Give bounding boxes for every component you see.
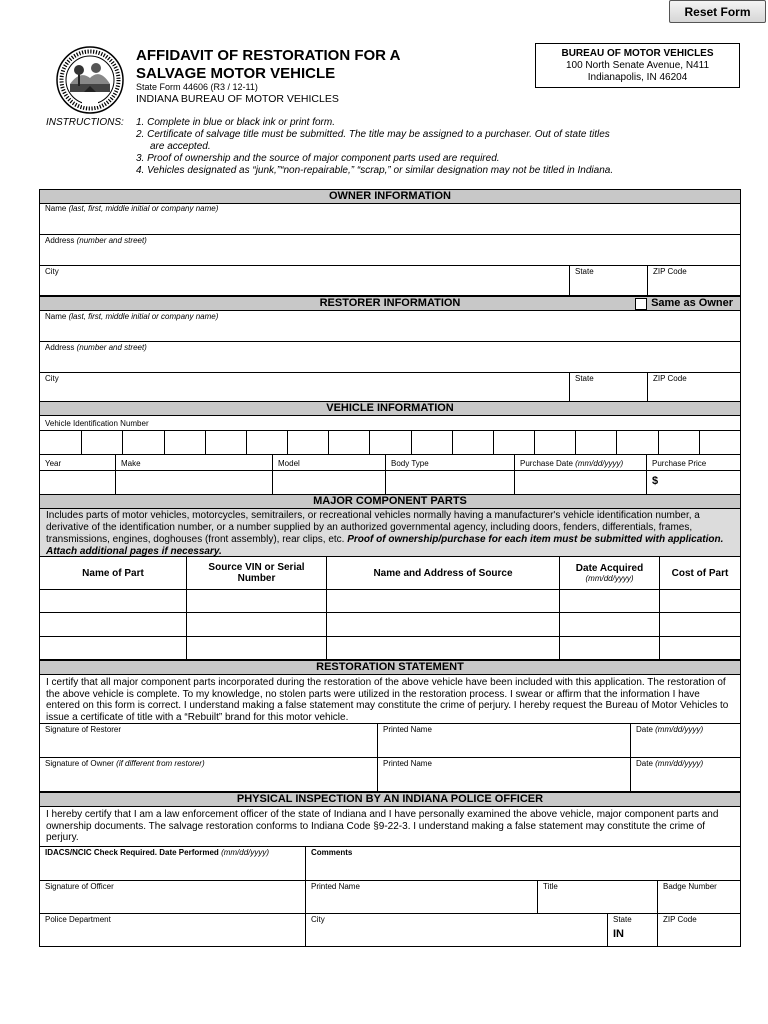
officer-state-label: State <box>613 915 632 924</box>
vin-character-box[interactable] <box>575 431 616 454</box>
physical-inspection-heading: PHYSICAL INSPECTION BY AN INDIANA POLICE OFFICER <box>40 792 740 807</box>
inspection-statement-text: I hereby certify that I am a law enforcement officer of the state of Indiana and I have personally examined the above vehicle, major component parts and ownership documents. The salvage restoration conforms to Indiana Code §9-22-3. I understand making a false statement may constitute the crime of perjury. <box>40 807 740 847</box>
part-name-field[interactable] <box>40 590 186 612</box>
parts-description <box>40 509 740 557</box>
restorer-address-label: Address <box>45 343 75 352</box>
owner-printed-name-field[interactable] <box>377 758 630 791</box>
affidavit-form <box>39 189 741 947</box>
police-department-label: Police Department <box>45 915 111 924</box>
restoration-statement-heading: RESTORATION STATEMENT <box>40 660 740 675</box>
same-as-owner-checkbox[interactable] <box>635 298 647 310</box>
part-name-field[interactable] <box>40 613 186 636</box>
bureau-address-box <box>535 43 740 88</box>
idacs-hint: (mm/dd/yyyy) <box>221 848 270 857</box>
purchase-date-label: Purchase Date <box>520 459 573 468</box>
restorer-name-field[interactable] <box>40 311 740 342</box>
restorer-date-hint: (mm/dd/yyyy) <box>655 725 704 734</box>
vin-character-box[interactable] <box>534 431 575 454</box>
bureau-name: BUREAU OF MOTOR VEHICLES <box>561 48 714 59</box>
badge-number-label: Badge Number <box>663 882 717 891</box>
badge-number-field[interactable] <box>657 881 740 913</box>
vin-character-box[interactable] <box>328 431 369 454</box>
part-source-vin-field[interactable] <box>186 613 326 636</box>
vin-character-box[interactable] <box>122 431 163 454</box>
restorer-signature-label: Signature of Restorer <box>45 725 122 734</box>
owner-name-hint: (last, first, middle initial or company name) <box>68 204 219 213</box>
parts-header-row <box>40 557 740 590</box>
vehicle-information-heading: VEHICLE INFORMATION <box>40 401 740 416</box>
col-cost-of-part <box>659 557 740 589</box>
idacs-date-field[interactable] <box>40 847 305 880</box>
vin-character-box[interactable] <box>246 431 287 454</box>
vin-character-box[interactable] <box>658 431 699 454</box>
part-cost-field[interactable] <box>659 613 740 636</box>
restorer-name-hint: (last, first, middle initial or company name) <box>68 312 219 321</box>
parts-description-text: Includes parts of motor vehicles, motorcycles, semitrailers, or recreational vehicles normally having a manufacturer's vehicle identification number, a derivative of the identification number, or a number supplied by an authorized governmental agency, including doors, fenders, differentials, frames, transmissions, engines, doghouses (front assembly), rear clips, etc. <box>46 510 700 545</box>
owner-signature-label: Signature of Owner <box>45 759 114 768</box>
year-label: Year <box>45 459 62 468</box>
restorer-city-label: City <box>45 374 59 383</box>
officer-title-field[interactable] <box>537 881 657 913</box>
owner-name-label: Name <box>45 204 67 213</box>
owner-address-field[interactable] <box>40 235 740 266</box>
officer-row <box>40 881 740 914</box>
restorer-state-field[interactable] <box>569 373 647 401</box>
part-date-field[interactable] <box>559 613 659 636</box>
owner-date-hint: (mm/dd/yyyy) <box>655 759 704 768</box>
parts-table-row <box>40 613 740 637</box>
idacs-row <box>40 847 740 881</box>
bureau-address-line-2: Indianapolis, IN 46204 <box>587 72 688 83</box>
parts-table-row <box>40 590 740 613</box>
part-source-field[interactable] <box>326 637 559 659</box>
vin-label-row <box>40 416 740 431</box>
part-date-field[interactable] <box>559 637 659 659</box>
restoration-statement-text: I certify that all major component parts incorporated during the restoration of the above vehicle have been included with this application. The restoration of the above vehicle is complete. To my knowledge, no stolen parts were utilized in the restoration process. I swear or affirm that the information I have entered on this form is correct. I understand making a false statement may constitute the crime of perjury. I hereby request the Bureau of Motor Vehicles to issue a certificate of title with a “Rebuilt” brand for this motor vehicle. <box>40 675 740 724</box>
restorer-zip-label: ZIP Code <box>653 374 687 383</box>
body-type-field[interactable] <box>385 455 514 494</box>
vehicle-row-divider <box>40 470 740 471</box>
state-form-number: State Form 44606 (R3 / 12-11) <box>136 82 258 92</box>
reset-form-button[interactable]: Reset Form <box>669 0 766 23</box>
make-label: Make <box>121 459 141 468</box>
restorer-date-label: Date <box>636 725 653 734</box>
owner-zip-label: ZIP Code <box>653 267 687 276</box>
title-line-1: AFFIDAVIT OF RESTORATION FOR A <box>136 47 401 64</box>
bureau-address-line-1: 100 North Senate Avenue, N411 <box>565 60 710 71</box>
comments-field[interactable] <box>305 847 740 880</box>
vehicle-details-row <box>40 455 740 495</box>
restorer-signature-row <box>40 724 740 758</box>
instruction-item: 3. Proof of ownership and the source of major component parts used are required. <box>136 153 500 164</box>
col-date-hint: (mm/dd/yyyy) <box>585 574 634 583</box>
form-title <box>136 47 476 83</box>
instructions-list <box>136 117 626 177</box>
officer-zip-label: ZIP Code <box>663 915 697 924</box>
restorer-heading-text: RESTORER INFORMATION <box>319 297 461 309</box>
officer-city-label: City <box>311 915 325 924</box>
purchase-date-field[interactable] <box>514 455 646 494</box>
model-field[interactable] <box>272 455 385 494</box>
agency-name: INDIANA BUREAU OF MOTOR VEHICLES <box>136 93 339 105</box>
officer-city-field[interactable] <box>305 914 607 947</box>
model-label: Model <box>278 459 300 468</box>
vin-character-box[interactable] <box>616 431 657 454</box>
owner-signature-row <box>40 758 740 792</box>
restorer-zip-field[interactable] <box>647 373 740 401</box>
part-cost-field[interactable] <box>659 590 740 612</box>
vin-character-box[interactable] <box>369 431 410 454</box>
officer-printed-name-field[interactable] <box>305 881 537 913</box>
restorer-printed-name-field[interactable] <box>377 724 630 757</box>
col-source-label: Name and Address of Source <box>373 567 513 579</box>
police-department-field[interactable] <box>40 914 305 947</box>
vin-character-box[interactable] <box>411 431 452 454</box>
col-source-name-address <box>326 557 559 589</box>
parts-table-row <box>40 637 740 660</box>
restorer-city-field[interactable] <box>40 373 569 401</box>
idacs-label: IDACS/NCIC Check Required. Date Performed <box>45 848 219 857</box>
part-source-vin-field[interactable] <box>186 637 326 659</box>
officer-printed-name-label: Printed Name <box>311 882 360 891</box>
part-source-vin-field[interactable] <box>186 590 326 612</box>
instruction-item: 4. Vehicles designated as “junk,”“non-repairable,” “scrap,” or similar designation may not be titled in Indiana. <box>136 165 614 176</box>
owner-name-field[interactable] <box>40 203 740 235</box>
owner-city-row <box>40 266 740 296</box>
department-row <box>40 914 740 947</box>
instruction-item: 2. Certificate of salvage title must be submitted. The title may be assigned to a purchaser. Out of state titles are accepted. <box>136 129 610 152</box>
vin-character-box[interactable] <box>164 431 205 454</box>
owner-state-label: State <box>575 267 594 276</box>
purchase-price-field[interactable] <box>646 455 740 494</box>
vin-character-box[interactable] <box>81 431 122 454</box>
owner-zip-field[interactable] <box>647 266 740 295</box>
part-source-field[interactable] <box>326 613 559 636</box>
owner-city-label: City <box>45 267 59 276</box>
col-name-of-part <box>40 557 186 589</box>
vin-character-box[interactable] <box>40 431 81 454</box>
owner-printed-name-label: Printed Name <box>383 759 432 768</box>
owner-address-hint: (number and street) <box>76 236 147 245</box>
instruction-item: 1. Complete in blue or black ink or print form. <box>136 117 335 128</box>
officer-state-value: IN <box>613 928 624 940</box>
col-date-label: Date Acquired <box>575 563 644 574</box>
restorer-date-field[interactable] <box>630 724 740 757</box>
purchase-date-hint: (mm/dd/yyyy) <box>575 459 624 468</box>
part-name-field[interactable] <box>40 637 186 659</box>
col-cost-label: Cost of Part <box>671 567 729 579</box>
parts-description-bold: Proof of ownership/purchase for each item must be submitted with application. Attach additional pages if necessary. <box>46 534 724 557</box>
vin-boxes <box>40 430 740 455</box>
owner-date-label: Date <box>636 759 653 768</box>
vin-character-box[interactable] <box>205 431 246 454</box>
same-as-owner-label: Same as Owner <box>651 297 733 309</box>
restorer-state-label: State <box>575 374 594 383</box>
col-date-acquired <box>559 557 659 589</box>
vin-character-box[interactable] <box>493 431 534 454</box>
owner-state-field[interactable] <box>569 266 647 295</box>
owner-city-field[interactable] <box>40 266 569 295</box>
officer-signature-label: Signature of Officer <box>45 882 114 891</box>
owner-signature-hint: (if different from restorer) <box>116 759 205 768</box>
officer-title-label: Title <box>543 882 558 891</box>
col-source-vin <box>186 557 326 589</box>
part-cost-field[interactable] <box>659 637 740 659</box>
part-date-field[interactable] <box>559 590 659 612</box>
col-source-vin-label: Source VIN or Serial Number <box>208 562 305 584</box>
vin-character-box[interactable] <box>452 431 493 454</box>
major-component-parts-heading: MAJOR COMPONENT PARTS <box>40 494 740 509</box>
restorer-city-row <box>40 373 740 402</box>
col-name-of-part-label: Name of Part <box>82 567 144 579</box>
year-field[interactable] <box>40 455 115 494</box>
officer-state-field[interactable] <box>607 914 657 947</box>
indiana-state-seal-icon <box>56 46 124 114</box>
body-type-label: Body Type <box>391 459 429 468</box>
restorer-address-hint: (number and street) <box>76 343 147 352</box>
title-line-2: SALVAGE MOTOR VEHICLE <box>136 65 336 82</box>
vin-character-box[interactable] <box>287 431 328 454</box>
instructions-label: INSTRUCTIONS: <box>46 117 124 128</box>
vin-character-box[interactable] <box>699 431 740 454</box>
owner-information-heading: OWNER INFORMATION <box>40 189 740 204</box>
same-as-owner[interactable] <box>635 297 733 310</box>
purchase-price-label: Purchase Price <box>652 459 707 468</box>
restorer-signature-field[interactable] <box>40 724 377 757</box>
officer-signature-field[interactable] <box>40 881 305 913</box>
restorer-address-field[interactable] <box>40 342 740 373</box>
vin-label: Vehicle Identification Number <box>45 419 149 428</box>
owner-date-field[interactable] <box>630 758 740 791</box>
restorer-printed-name-label: Printed Name <box>383 725 432 734</box>
restorer-name-label: Name <box>45 312 67 321</box>
part-source-field[interactable] <box>326 590 559 612</box>
make-field[interactable] <box>115 455 272 494</box>
officer-zip-field[interactable] <box>657 914 740 947</box>
restorer-information-heading <box>40 296 740 311</box>
dollar-sign: $ <box>652 475 659 487</box>
comments-label: Comments <box>311 848 353 857</box>
owner-address-label: Address <box>45 236 75 245</box>
owner-signature-field[interactable] <box>40 758 377 791</box>
